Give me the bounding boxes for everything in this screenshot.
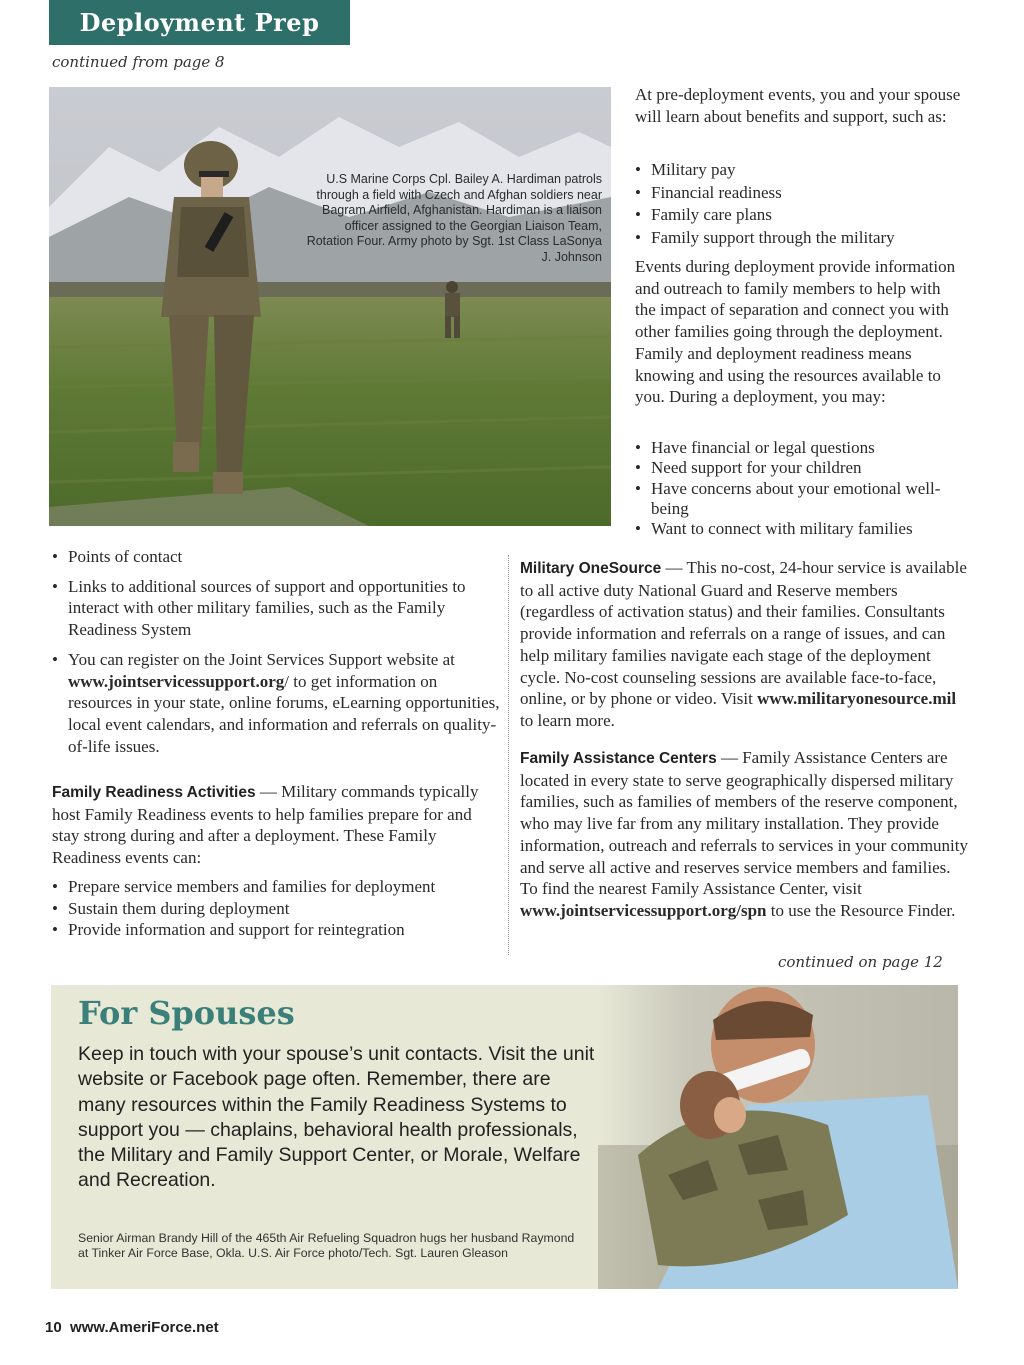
- continued-on: continued on page 12: [778, 953, 943, 971]
- military-onesource-paragraph: [520, 557, 968, 732]
- family-assistance-paragraph: [520, 747, 968, 922]
- mos-body: — This no-cost, 24-hour service is available to all active duty National Guard and Reserve members (regardless of activation status) and their families. Consultants provide information and referrals on a range of issues, and can help military families navigate each stage of the deployment cycle. No-cost counseling sessions are available face-to-face, online, or by phone or video. Visit: [520, 558, 967, 709]
- fac-body: — Family Assistance Centers are located in every state to serve geographically dispersed military families, such as families of members of the reserve component, who may live far from any military installation. They provide information, outreach and referrals to services in your community and serve all active and reserves service members and families. To find the nearest Family Assistance Center, visit: [520, 748, 968, 899]
- photo-caption: U.S Marine Corps Cpl. Bailey A. Hardiman patrols through a field with Czech and Afghan soldiers near Bagram Airfield, Afghanistan. Hardiman is a liaison officer assigned to the Georgian Liaison Team, Rotation Four. Army photo by Sgt. 1st Class LaSonya J. Johnson: [306, 172, 602, 264]
- family-readiness-heading: Family Readiness Activities: [52, 784, 256, 801]
- continued-from: continued from page 8: [52, 53, 225, 71]
- list-item: • Have concerns about your emotional well-being: [635, 479, 965, 520]
- column-divider: [508, 555, 509, 955]
- list-item: • Financial readiness: [635, 182, 965, 205]
- list-item: • Need support for your children: [635, 458, 965, 478]
- jss-link[interactable]: www.jointservicessupport.org: [68, 671, 285, 691]
- readiness-list: [52, 876, 492, 941]
- list-item: [52, 649, 500, 758]
- pre-deployment-intro: At pre-deployment events, you and your spouse will learn about benefits and support, such as:: [635, 85, 961, 126]
- list-item: • Have financial or legal questions: [635, 438, 965, 458]
- family-readiness-body: — Military commands typically host Family Readiness events to help families prepare for and stay strong during and after a deployment. These Family Readiness events can:: [52, 782, 479, 868]
- hug-photo: [598, 985, 958, 1289]
- page-footer: [45, 1319, 219, 1336]
- for-spouses-title: For Spouses: [78, 994, 295, 1032]
- fac-body-end: to use the Resource Finder.: [766, 900, 956, 920]
- for-spouses-body: Keep in touch with your spouse’s unit contacts. Visit the unit website or Facebook page often. Remember, there are many resources within the Family Readiness Systems to support you — chaplains, behavioral health professionals, the Military and Family Support Center, or Morale, Welfare and Recreation.: [78, 1043, 595, 1192]
- spn-link[interactable]: www.jointservicessupport.org/spn: [520, 900, 767, 920]
- page-number: 10: [45, 1319, 62, 1336]
- soldier-photo: [49, 87, 611, 526]
- item-text: You can register on the Joint Services Support website at: [68, 649, 455, 669]
- list-item: • Links to additional sources of support and opportunities to interact with other military families, such as the Family Readiness System: [52, 576, 500, 641]
- list-item: • Family care plans: [635, 204, 965, 227]
- mos-body-end: to learn more.: [520, 710, 615, 730]
- family-assistance-heading: Family Assistance Centers: [520, 750, 717, 767]
- item-text: / to get information on resources in your state, online forums, eLearning opportunities, local event calendars, and information and referrals on quality-of-life issues.: [68, 671, 500, 756]
- list-item: • Provide information and support for reintegration: [52, 919, 492, 941]
- site-url[interactable]: www.AmeriForce.net: [70, 1319, 219, 1336]
- benefits-list: [635, 159, 965, 249]
- section-title: Deployment Prep: [79, 8, 320, 37]
- needs-list: [635, 438, 965, 539]
- onesource-link[interactable]: www.militaryonesource.mil: [757, 689, 957, 709]
- during-deployment-text: Events during deployment provide information and outreach to family members to help with the impact of separation and connect you with other families going through the deployment. Family and deployment readiness means knowing and using the resources available to you. During a deployment, you may:: [635, 257, 956, 407]
- list-item: • Points of contact: [52, 546, 500, 568]
- list-item: • Want to connect with military families: [635, 519, 965, 539]
- list-item: • Family support through the military: [635, 227, 965, 250]
- list-item: • Sustain them during deployment: [52, 898, 492, 920]
- resources-list: [52, 546, 500, 757]
- list-item: • Military pay: [635, 159, 965, 182]
- list-item: • Prepare service members and families for deployment: [52, 876, 492, 898]
- family-readiness-paragraph: [52, 781, 492, 869]
- section-tab: [49, 0, 350, 45]
- military-onesource-heading: Military OneSource: [520, 560, 662, 577]
- hug-photo-caption: Senior Airman Brandy Hill of the 465th Air Refueling Squadron hugs her husband Raymond at Tinker Air Force Base, Okla. U.S. Air Force photo/Tech. Sgt. Lauren Gleason: [78, 1231, 575, 1260]
